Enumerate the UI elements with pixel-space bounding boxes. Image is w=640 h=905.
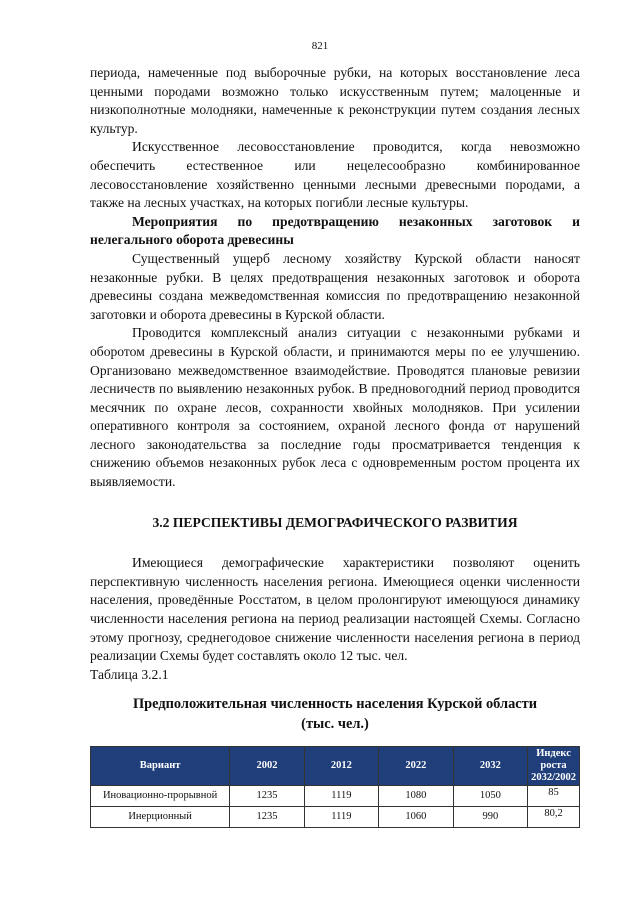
table-row — [91, 786, 580, 807]
header-growth-index: Индекс роста 2032/2002 — [528, 747, 580, 786]
paragraph: периода, намеченные под выборочные рубки, на которых восстановление лесa ценными породами возможно только искусственным путем; малоценные и низкополнотные молодняки, намеченные к реконструкции путем создания лесных культур. — [90, 65, 580, 136]
cell-2012: 1119 — [304, 807, 378, 828]
document-body — [90, 64, 580, 828]
cell-2032: 990 — [453, 807, 528, 828]
header-variant: Вариант — [91, 747, 230, 786]
paragraph: Искусственное лесовосстановление проводится, когда невозможно обеспечить естественное или нецелесообразно комбинированное лесовосстановление хозяйственно ценными лесными древесными породами, а также на лесных участках, на которых погибли лесные культуры. — [90, 139, 580, 211]
cell-2022: 1080 — [379, 786, 453, 807]
cell-2032: 1050 — [453, 786, 528, 807]
cell-variant: Инерционный — [91, 807, 230, 828]
cell-2022: 1060 — [379, 807, 453, 828]
header-2022: 2022 — [379, 747, 453, 786]
subheading: Мероприятия по предотвращению незаконных заготовок и нелегального оборота древесины — [90, 213, 580, 248]
table-title-unit: (тыс. чел.) — [301, 716, 369, 733]
paragraph: Проводится комплексный анализ ситуации с незаконными рубками и оборотом древесины в Курской области, и принимаются меры по ее улучшению. Организовано межведомственное взаимодействие. Проводятся плановые ревизии лесничеств по выявлению незаконных рубок. В предновогодний период проводится месячник по охране лесов, сохранности хвойных молодняков. При усилении оперативного контроля за состоянием, охраной лесного фонда от нарушений лесного законодательства за последние годы просматривается тенденция к снижению объемов незаконных рубок леса с одновременным ростом процента их выявляемости. — [90, 325, 580, 490]
page-number: 821 — [311, 40, 329, 52]
header-2002: 2002 — [230, 747, 304, 786]
table-title — [90, 694, 580, 734]
cell-2002: 1235 — [230, 807, 304, 828]
header-2012: 2012 — [304, 747, 378, 786]
cell-growth-index: 80,2 — [528, 807, 580, 828]
paragraph: Существенный ущерб лесному хозяйству Курской области наносят незаконные рубки. В целях предотвращения незаконных заготовок и оборота древесины создана межведомственная комиссия по предотвращению незаконной заготовки и оборота древесины в Курской области. — [90, 250, 580, 322]
header-2032: 2032 — [453, 747, 528, 786]
cell-2002: 1235 — [230, 786, 304, 807]
table-row — [91, 807, 580, 828]
section-title: 3.2 ПЕРСПЕКТИВЫ ДЕМОГРАФИЧЕСКОГО РАЗВИТИЯ — [152, 514, 518, 530]
cell-variant: Иновационно-прорывной — [91, 786, 230, 807]
table-header-row — [91, 747, 580, 786]
population-table — [90, 746, 580, 828]
cell-2012: 1119 — [304, 786, 378, 807]
cell-growth-index: 85 — [528, 786, 580, 807]
table-number: Таблица 3.2.1 — [90, 666, 169, 682]
table-title-line: Предположительная численность населения Курской области — [132, 696, 538, 713]
paragraph: Имеющиеся демографические характеристики позволяют оценить перспективную численность населения региона. Имеющиеся оценки численности населения, проведённые Росстатом, в целом пролонгируют имеющуюся динамику численности населения региона на период реализации настоящей Схемы. Согласно этому прогнозу, среднегодовое снижение численности населения региона в период реализации Схемы будет составлять около 12 тыс. чел. — [90, 555, 580, 664]
